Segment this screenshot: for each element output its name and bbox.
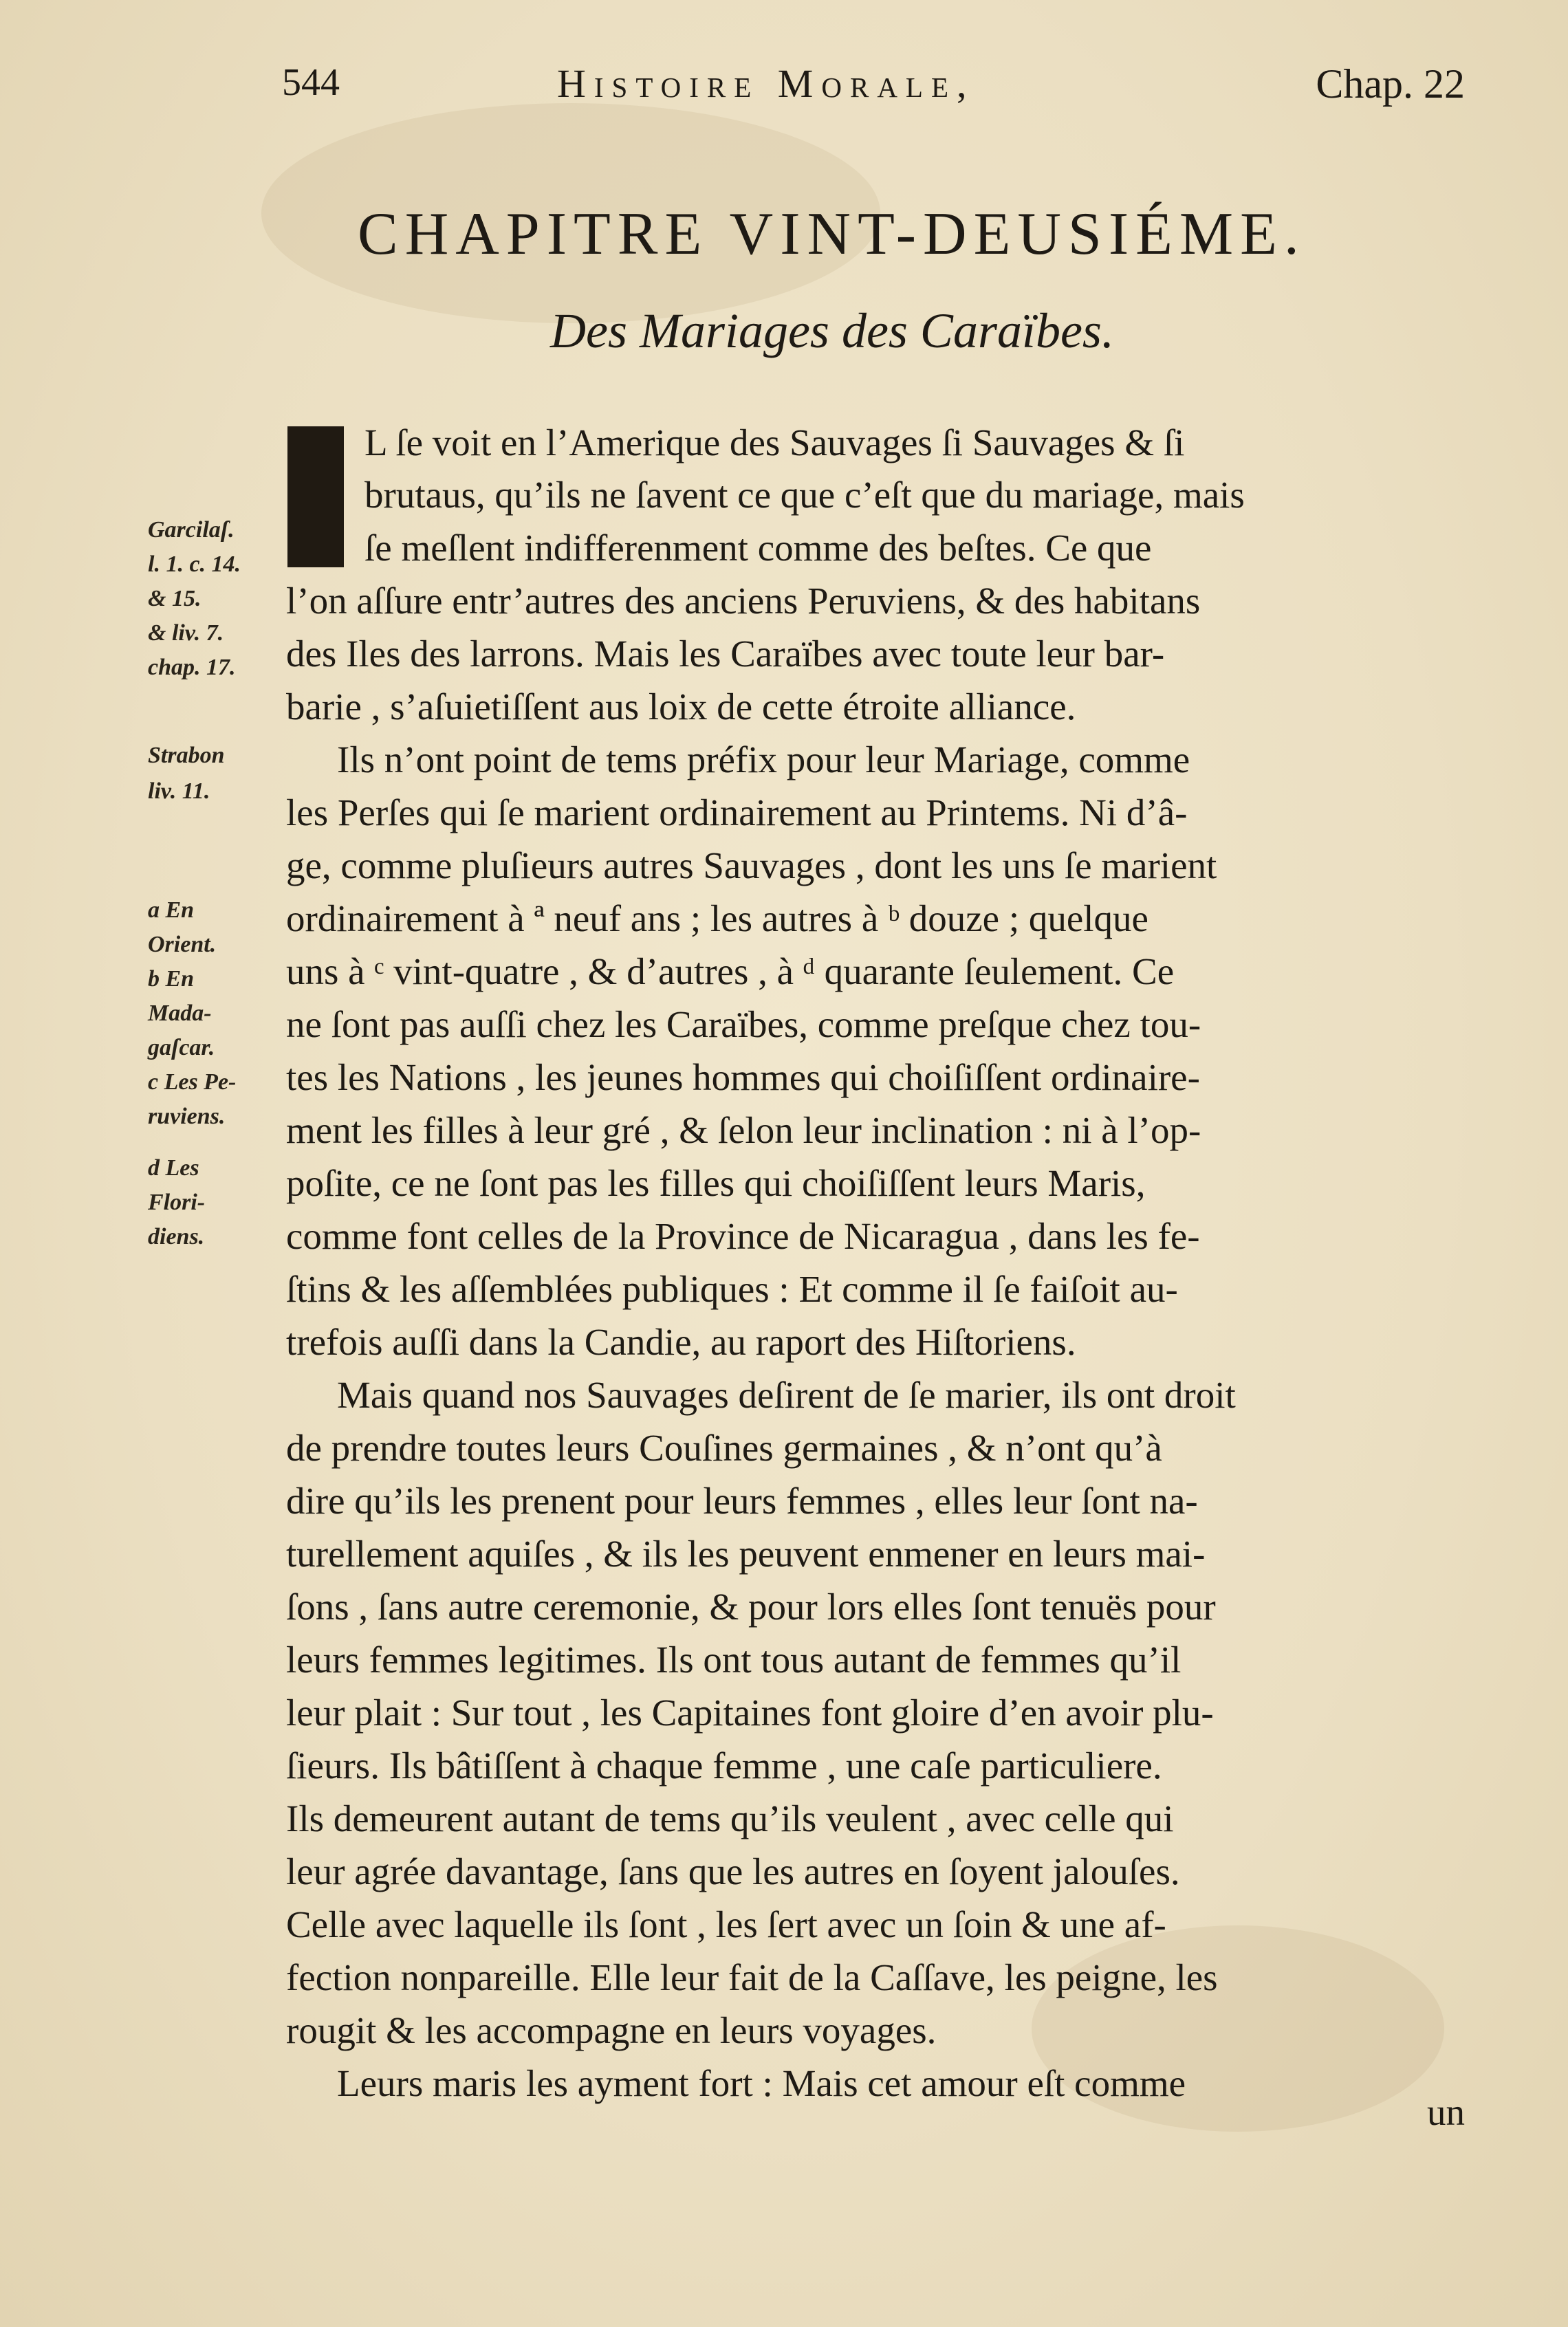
margin-note: Garcilaſ. [148, 517, 235, 543]
body-line: fection nonpareille. Elle leur fait de la Caſſave, les peigne, les [286, 1956, 1218, 1998]
body-line: turellement aquiſes , & ils les peuvent enmener en leurs mai- [286, 1533, 1206, 1575]
margin-note: diens. [148, 1224, 205, 1249]
margin-note: chap. 17. [148, 655, 236, 680]
body-line: ſtins & les aſſemblées publiques : Et comme il ſe faiſoit au- [286, 1268, 1178, 1310]
body-line: barie , s’aſuietiſſent aus loix de cette étroite alliance. [286, 686, 1076, 728]
chapter-title: CHAPITRE VINT-DEUSIÉME. [358, 201, 1306, 267]
body-line: tes les Nations , les jeunes hommes qui choiſiſſent ordinaire- [286, 1056, 1200, 1098]
margin-note: Flori- [148, 1190, 206, 1215]
body-line: poſite, ce ne ſont pas les filles qui choiſiſſent leurs Maris, [286, 1162, 1146, 1204]
body-line: comme font celles de la Province de Nicaragua , dans les fe- [286, 1215, 1200, 1257]
body-line: leurs femmes legitimes. Ils ont tous autant de femmes qu’il [286, 1639, 1182, 1681]
margin-note: Strabon [148, 743, 225, 768]
body-line: Mais quand nos Sauvages deſirent de ſe marier, ils ont droit [337, 1374, 1236, 1416]
body-line: leur plait : Sur tout , les Capitaines font gloire d’en avoir plu- [286, 1692, 1214, 1734]
body-line: ne ſont pas auſſi chez les Caraïbes, comme preſque chez tou- [286, 1003, 1201, 1045]
body-line: Ils demeurent autant de tems qu’ils veulent , avec celle qui [286, 1798, 1174, 1839]
margin-note: & liv. 7. [148, 620, 224, 646]
body-line: de prendre toutes leurs Couſines germaines , & n’ont qu’à [286, 1427, 1162, 1469]
body-line: ſons , ſans autre ceremonie, & pour lors elles ſont tenuës pour [286, 1586, 1216, 1628]
body-line: dire qu’ils les prenent pour leurs femmes , elles leur ſont na- [286, 1480, 1198, 1522]
margin-note: a En [148, 897, 195, 923]
body-line: uns à ᶜ vint-quatre , & d’autres , à ᵈ quarante ſeulement. Ce [286, 950, 1175, 992]
drop-cap-letter [293, 426, 347, 567]
body-line: des Iles des larrons. Mais les Caraïbes avec toute leur bar- [286, 633, 1165, 675]
margin-note: liv. 11. [148, 778, 210, 804]
body-line: ge, comme pluſieurs autres Sauvages , dont les uns ſe marient [286, 844, 1217, 886]
body-line: ment les filles à leur gré , & ſelon leur inclination : ni à l’op- [286, 1109, 1201, 1151]
body-line: rougit & les accompagne en leurs voyages. [286, 2009, 937, 2051]
body-line: brutaus, qu’ils ne ſavent ce que c’eſt que du mariage, mais [364, 474, 1245, 516]
body-line: les Perſes qui ſe marient ordinairement au Printems. Ni d’â- [286, 791, 1188, 833]
body-line: ordinairement à ª neuf ans ; les autres à ᵇ douze ; quelque [286, 897, 1148, 939]
body-line: Ils n’ont point de tems préfix pour leur Mariage, comme [337, 739, 1190, 780]
body-line: ſieurs. Ils bâtiſſent à chaque femme , une caſe particuliere. [286, 1745, 1162, 1787]
chapter-subtitle: Des Mariages des Caraïbes. [550, 303, 1114, 358]
body-line: leur agrée davantage, ſans que les autres en ſoyent jalouſes. [286, 1850, 1180, 1892]
margin-note: Mada- [148, 1001, 212, 1026]
body-line: Leurs maris les ayment fort : Mais cet amour eſt comme [337, 2062, 1186, 2104]
chapter-reference: Chap. 22 [1316, 61, 1465, 107]
body-line: Celle avec laquelle ils ſont , les ſert avec un ſoin & une af- [286, 1903, 1166, 1945]
running-title: Histoire Morale, [557, 61, 975, 106]
body-line: trefois auſſi dans la Candie, au raport des Hiſtoriens. [286, 1321, 1076, 1363]
body-line: ſe meſlent indifferenment comme des beſtes. Ce que [364, 527, 1152, 569]
drop-cap [287, 426, 344, 567]
margin-note: ruviens. [148, 1104, 226, 1129]
page-number: 544 [282, 61, 340, 104]
margin-note: & 15. [148, 586, 202, 611]
margin-note: b En [148, 966, 195, 992]
margin-note: l. 1. c. 14. [148, 551, 241, 577]
margin-note: d Les [148, 1155, 199, 1181]
body-line: l’on aſſure entr’autres des anciens Peruviens, & des habitans [286, 580, 1201, 622]
catchword: un [1427, 2091, 1465, 2133]
body-line: L ſe voit en l’Amerique des Sauvages ſi Sauvages & ſi [364, 422, 1185, 463]
margin-note: c Les Pe- [148, 1069, 237, 1095]
running-header [282, 61, 1465, 116]
margin-note: Orient. [148, 932, 217, 957]
margin-note: gaſcar. [148, 1035, 215, 1060]
